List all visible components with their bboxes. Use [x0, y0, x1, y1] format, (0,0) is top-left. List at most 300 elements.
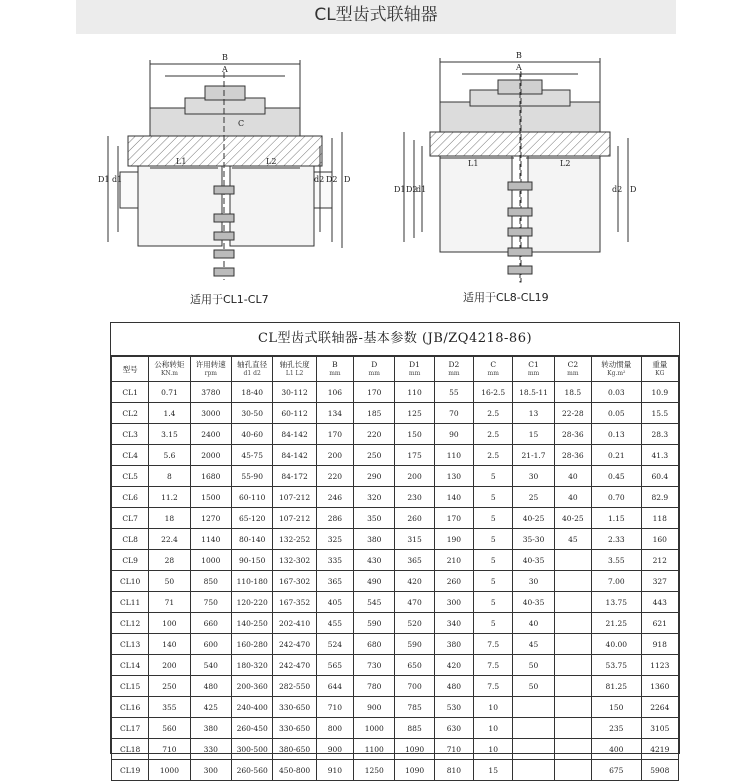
table-cell: 885 — [395, 718, 434, 739]
table-cell: 130 — [434, 466, 473, 487]
table-cell: 5 — [474, 529, 513, 550]
table-cell: 380-650 — [273, 739, 316, 760]
table-cell: 150 — [591, 697, 641, 718]
table-cell: 680 — [354, 634, 395, 655]
table-row — [112, 676, 679, 697]
table-cell: CL3 — [112, 424, 149, 445]
column-header-label: 轴孔长度 — [279, 360, 310, 369]
table-cell — [554, 571, 591, 592]
table-cell: 2264 — [641, 697, 678, 718]
table-cell: 16-2.5 — [474, 382, 513, 403]
table-row — [112, 739, 679, 760]
table-cell: 260 — [395, 508, 434, 529]
table-cell: 110 — [395, 382, 434, 403]
table-cell: 30-112 — [273, 382, 316, 403]
table-cell: 175 — [395, 445, 434, 466]
column-header — [112, 357, 149, 382]
table-cell: CL5 — [112, 466, 149, 487]
table-cell: CL14 — [112, 655, 149, 676]
table-row — [112, 487, 679, 508]
table-cell: 120-220 — [231, 592, 272, 613]
column-header-label: D — [371, 360, 378, 369]
dim-D2-right: D2 — [406, 185, 418, 194]
table-cell: 490 — [354, 571, 395, 592]
table-cell: CL16 — [112, 697, 149, 718]
table-cell: 2.5 — [474, 403, 513, 424]
table-cell: 600 — [190, 634, 231, 655]
dim-L2-left: L2 — [266, 157, 277, 166]
column-header-label: C2 — [567, 360, 579, 369]
table-cell: 40-60 — [231, 424, 272, 445]
table-cell: 918 — [641, 634, 678, 655]
table-cell: 45 — [554, 529, 591, 550]
column-header-unit: d1 d2 — [243, 370, 261, 377]
table-cell: 1.4 — [149, 403, 190, 424]
table-cell: 1000 — [354, 718, 395, 739]
table-cell: 565 — [316, 655, 353, 676]
table-cell: 420 — [395, 571, 434, 592]
table-cell: 355 — [149, 697, 190, 718]
table-row — [112, 529, 679, 550]
table-cell: 28-36 — [554, 445, 591, 466]
table-cell: 22.4 — [149, 529, 190, 550]
table-cell: CL18 — [112, 739, 149, 760]
column-header — [554, 357, 591, 382]
table-cell: 430 — [354, 550, 395, 571]
table-cell: 15 — [474, 760, 513, 781]
column-header-unit: mm — [408, 370, 421, 377]
table-cell: 1360 — [641, 676, 678, 697]
table-cell: 5908 — [641, 760, 678, 781]
column-header-label: C — [490, 360, 497, 369]
column-header — [273, 357, 316, 382]
table-cell: 3780 — [190, 382, 231, 403]
table-cell: 380 — [190, 718, 231, 739]
table-cell: 60-110 — [231, 487, 272, 508]
table-cell: 10 — [474, 718, 513, 739]
table-cell: 200-360 — [231, 676, 272, 697]
table-cell: 290 — [354, 466, 395, 487]
table-cell: 2400 — [190, 424, 231, 445]
table-cell: 18 — [149, 508, 190, 529]
table-cell: 5 — [474, 508, 513, 529]
table-cell: 335 — [316, 550, 353, 571]
table-cell: 40.00 — [591, 634, 641, 655]
table-cell: 260-560 — [231, 760, 272, 781]
column-header-unit: rpm — [204, 370, 217, 377]
table-cell: 90-150 — [231, 550, 272, 571]
table-cell: 212 — [641, 550, 678, 571]
table-cell: 365 — [395, 550, 434, 571]
table-cell: 200 — [395, 466, 434, 487]
column-header-label: D2 — [448, 360, 460, 369]
table-cell: 1140 — [190, 529, 231, 550]
table-cell: 134 — [316, 403, 353, 424]
table-row — [112, 445, 679, 466]
table-cell: 18-40 — [231, 382, 272, 403]
table-cell: 530 — [434, 697, 473, 718]
table-cell: CL8 — [112, 529, 149, 550]
table-row — [112, 613, 679, 634]
table-cell: 10 — [474, 697, 513, 718]
column-header — [641, 357, 678, 382]
table-cell: 443 — [641, 592, 678, 613]
table-cell: 0.71 — [149, 382, 190, 403]
parameter-table-panel — [110, 322, 680, 775]
table-cell: 7.5 — [474, 655, 513, 676]
column-header — [395, 357, 434, 382]
table-cell: 325 — [316, 529, 353, 550]
table-cell: 132-252 — [273, 529, 316, 550]
column-header-unit: mm — [487, 370, 499, 377]
table-cell: 1000 — [190, 550, 231, 571]
table-cell: 524 — [316, 634, 353, 655]
table-cell: 50 — [513, 676, 554, 697]
table-cell: 730 — [354, 655, 395, 676]
table-cell: 40-35 — [513, 592, 554, 613]
table-cell: CL6 — [112, 487, 149, 508]
table-cell: 250 — [354, 445, 395, 466]
coupling-drawings — [0, 42, 750, 312]
table-cell: 0.13 — [591, 424, 641, 445]
table-cell — [554, 697, 591, 718]
table-cell: 30 — [513, 571, 554, 592]
table-cell — [554, 739, 591, 760]
dim-D1-right: D1 — [394, 185, 406, 194]
column-header-label: 许用转速 — [195, 360, 226, 369]
table-cell: 185 — [354, 403, 395, 424]
table-cell: 644 — [316, 676, 353, 697]
table-cell: 5 — [474, 613, 513, 634]
dim-L1-right: L1 — [468, 159, 479, 168]
table-row — [112, 466, 679, 487]
table-cell: 28-36 — [554, 424, 591, 445]
table-cell: 110 — [434, 445, 473, 466]
dim-B-right: B — [516, 51, 522, 60]
table-cell: 520 — [395, 613, 434, 634]
table-cell: 35-30 — [513, 529, 554, 550]
dim-d2-right: d2 — [612, 185, 623, 194]
table-cell: 167-302 — [273, 571, 316, 592]
parameter-table — [111, 356, 679, 781]
table-cell: 81.25 — [591, 676, 641, 697]
table-cell: CL9 — [112, 550, 149, 571]
table-cell: 5 — [474, 571, 513, 592]
table-cell: 140-250 — [231, 613, 272, 634]
table-cell: 250 — [149, 676, 190, 697]
table-cell: 700 — [395, 676, 434, 697]
table-cell: 3.15 — [149, 424, 190, 445]
table-cell: 540 — [190, 655, 231, 676]
table-cell: 107-212 — [273, 487, 316, 508]
table-cell: 780 — [354, 676, 395, 697]
table-cell: 15 — [513, 424, 554, 445]
table-cell: CL2 — [112, 403, 149, 424]
table-cell: 150 — [395, 424, 434, 445]
table-cell: 230 — [395, 487, 434, 508]
table-cell: 750 — [190, 592, 231, 613]
table-cell: 2.5 — [474, 424, 513, 445]
table-cell: 0.70 — [591, 487, 641, 508]
table-cell — [513, 760, 554, 781]
table-cell: 125 — [395, 403, 434, 424]
table-cell: 240-400 — [231, 697, 272, 718]
table-cell: 315 — [395, 529, 434, 550]
column-header — [474, 357, 513, 382]
left-drawing — [108, 60, 342, 280]
table-cell: 675 — [591, 760, 641, 781]
table-cell: 1250 — [354, 760, 395, 781]
table-cell: 80-140 — [231, 529, 272, 550]
table-cell: 210 — [434, 550, 473, 571]
table-cell: 40 — [513, 613, 554, 634]
dim-A-right: A — [516, 63, 522, 72]
column-header — [149, 357, 190, 382]
table-cell: 18.5-11 — [513, 382, 554, 403]
table-row — [112, 382, 679, 403]
column-header-unit: KN.m — [160, 370, 178, 377]
column-header-unit: L1 L2 — [285, 370, 304, 377]
dim-A-left: A — [222, 65, 228, 74]
table-cell: 55 — [434, 382, 473, 403]
table-cell: 1680 — [190, 466, 231, 487]
table-cell: 110-180 — [231, 571, 272, 592]
table-cell: 180-320 — [231, 655, 272, 676]
table-cell: 40 — [554, 487, 591, 508]
page-title: CL型齿式联轴器 — [76, 0, 676, 34]
table-cell: 55-90 — [231, 466, 272, 487]
table-cell: 220 — [354, 424, 395, 445]
table-cell: 1123 — [641, 655, 678, 676]
table-cell: 30 — [513, 466, 554, 487]
table-cell: 21.25 — [591, 613, 641, 634]
table-row — [112, 634, 679, 655]
table-cell: 365 — [316, 571, 353, 592]
table-cell: 53.75 — [591, 655, 641, 676]
table-cell: 84-142 — [273, 445, 316, 466]
table-cell: 40 — [554, 466, 591, 487]
table-cell: 70 — [434, 403, 473, 424]
table-cell: 710 — [149, 739, 190, 760]
table-cell: 260 — [434, 571, 473, 592]
table-cell: 900 — [316, 739, 353, 760]
table-cell: 320 — [354, 487, 395, 508]
table-cell: 380 — [354, 529, 395, 550]
table-cell: 300 — [190, 760, 231, 781]
table-cell: 710 — [434, 739, 473, 760]
table-cell: 13 — [513, 403, 554, 424]
table-cell: 5 — [474, 466, 513, 487]
table-cell: 590 — [354, 613, 395, 634]
dim-d1-left: d1 — [112, 175, 123, 184]
table-row — [112, 655, 679, 676]
table-cell: 400 — [591, 739, 641, 760]
table-cell — [554, 634, 591, 655]
table-cell: 21-1.7 — [513, 445, 554, 466]
dim-d2-left: d2 — [314, 175, 325, 184]
table-row — [112, 571, 679, 592]
table-cell: 140 — [149, 634, 190, 655]
table-cell: 2.33 — [591, 529, 641, 550]
table-cell: 8 — [149, 466, 190, 487]
table-cell: 235 — [591, 718, 641, 739]
table-cell: 106 — [316, 382, 353, 403]
table-cell: 60-112 — [273, 403, 316, 424]
dim-D2-left: D2 — [326, 175, 338, 184]
column-header-label: 公称转矩 — [154, 360, 185, 369]
column-header-unit: mm — [527, 370, 540, 377]
table-cell: CL17 — [112, 718, 149, 739]
table-cell: 28.3 — [641, 424, 678, 445]
table-cell: 330 — [190, 739, 231, 760]
dim-B-left: B — [222, 53, 228, 62]
table-cell: 11.2 — [149, 487, 190, 508]
table-cell: 0.05 — [591, 403, 641, 424]
table-cell: 3.55 — [591, 550, 641, 571]
table-cell — [513, 718, 554, 739]
table-cell: 84-172 — [273, 466, 316, 487]
table-cell: 170 — [316, 424, 353, 445]
table-cell: 1090 — [395, 739, 434, 760]
dim-D-left: D — [344, 175, 351, 184]
column-header-unit: mm — [368, 370, 380, 377]
table-cell: 5.6 — [149, 445, 190, 466]
table-cell: 480 — [190, 676, 231, 697]
table-cell: 650 — [395, 655, 434, 676]
table-cell: 2.5 — [474, 445, 513, 466]
table-cell: 450-800 — [273, 760, 316, 781]
table-cell — [554, 676, 591, 697]
table-row — [112, 424, 679, 445]
table-cell: 330-650 — [273, 697, 316, 718]
table-cell: 910 — [316, 760, 353, 781]
table-cell: 350 — [354, 508, 395, 529]
table-cell: 60.4 — [641, 466, 678, 487]
table-cell: 1100 — [354, 739, 395, 760]
column-header-label: 轴孔直径 — [237, 360, 268, 369]
table-cell: 140 — [434, 487, 473, 508]
table-cell: 2000 — [190, 445, 231, 466]
table-cell: 242-470 — [273, 655, 316, 676]
column-header — [231, 357, 272, 382]
table-cell: 84-142 — [273, 424, 316, 445]
table-cell: 260-450 — [231, 718, 272, 739]
table-cell: 40-25 — [554, 508, 591, 529]
table-row — [112, 550, 679, 571]
table-cell: 5 — [474, 592, 513, 613]
table-cell: 82.9 — [641, 487, 678, 508]
table-cell: 65-120 — [231, 508, 272, 529]
table-cell: 0.45 — [591, 466, 641, 487]
table-cell: 660 — [190, 613, 231, 634]
table-cell — [554, 592, 591, 613]
table-cell: 41.3 — [641, 445, 678, 466]
table-cell: 340 — [434, 613, 473, 634]
table-cell: 200 — [149, 655, 190, 676]
table-cell: 132-302 — [273, 550, 316, 571]
table-cell: 420 — [434, 655, 473, 676]
table-cell: 50 — [513, 655, 554, 676]
table-cell: CL13 — [112, 634, 149, 655]
dim-C-left: C — [238, 119, 245, 128]
table-cell — [554, 718, 591, 739]
table-header-row — [112, 357, 679, 382]
column-header-label: 转动惯量 — [601, 360, 632, 369]
table-cell — [513, 697, 554, 718]
table-cell: 190 — [434, 529, 473, 550]
table-cell: 1.15 — [591, 508, 641, 529]
table-cell: 7.5 — [474, 634, 513, 655]
table-cell: 3105 — [641, 718, 678, 739]
table-cell: 3000 — [190, 403, 231, 424]
caption-right: 适用于CL8-CL19 — [463, 291, 549, 304]
table-cell: 380 — [434, 634, 473, 655]
table-cell: CL1 — [112, 382, 149, 403]
table-cell: 202-410 — [273, 613, 316, 634]
table-cell — [554, 613, 591, 634]
table-cell: CL19 — [112, 760, 149, 781]
table-cell: 300-500 — [231, 739, 272, 760]
table-cell: CL4 — [112, 445, 149, 466]
table-cell: 10 — [474, 739, 513, 760]
table-cell: 40-25 — [513, 508, 554, 529]
dim-L1-left: L1 — [176, 157, 187, 166]
table-cell: 785 — [395, 697, 434, 718]
table-row — [112, 718, 679, 739]
column-header — [190, 357, 231, 382]
table-cell: 90 — [434, 424, 473, 445]
table-cell: 71 — [149, 592, 190, 613]
column-header — [591, 357, 641, 382]
table-cell: 286 — [316, 508, 353, 529]
table-cell: 1270 — [190, 508, 231, 529]
table-cell: 30-50 — [231, 403, 272, 424]
table-title: CL型齿式联轴器-基本参数 (JB/ZQ4218-86) — [111, 323, 679, 356]
table-cell: 15.5 — [641, 403, 678, 424]
table-cell: 118 — [641, 508, 678, 529]
table-cell: CL15 — [112, 676, 149, 697]
table-cell — [554, 550, 591, 571]
column-header-label: D1 — [409, 360, 420, 369]
table-cell: 7.00 — [591, 571, 641, 592]
table-cell: 28 — [149, 550, 190, 571]
table-cell: 167-352 — [273, 592, 316, 613]
table-cell: 710 — [316, 697, 353, 718]
table-cell: 220 — [316, 466, 353, 487]
table-cell: 160 — [641, 529, 678, 550]
dim-d1-right: d1 — [416, 185, 427, 194]
table-cell: 330-650 — [273, 718, 316, 739]
table-cell: 160-280 — [231, 634, 272, 655]
column-header-unit: KG — [655, 370, 665, 377]
table-cell: 800 — [316, 718, 353, 739]
table-cell: 405 — [316, 592, 353, 613]
table-row — [112, 760, 679, 781]
table-cell — [554, 760, 591, 781]
right-drawing — [404, 58, 628, 282]
table-cell: CL7 — [112, 508, 149, 529]
table-cell: 7.5 — [474, 676, 513, 697]
table-cell: 170 — [434, 508, 473, 529]
table-cell: CL11 — [112, 592, 149, 613]
column-header — [316, 357, 353, 382]
column-header — [354, 357, 395, 382]
table-cell: 300 — [434, 592, 473, 613]
table-cell: 590 — [395, 634, 434, 655]
table-cell — [513, 739, 554, 760]
table-cell: 25 — [513, 487, 554, 508]
table-cell: 480 — [434, 676, 473, 697]
